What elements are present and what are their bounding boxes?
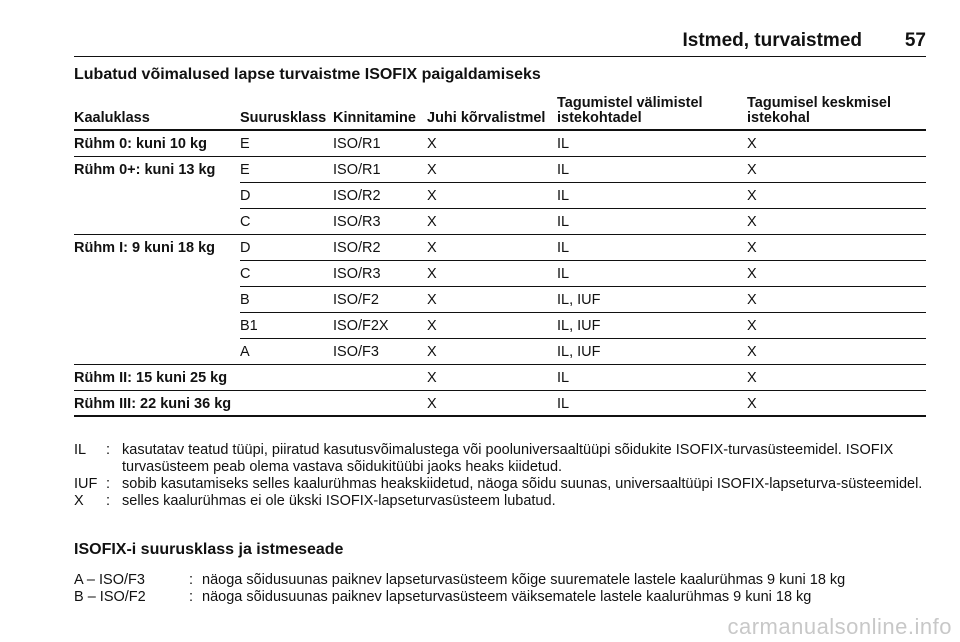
table-row — [74, 390, 926, 416]
weight-class-cell: Rühm II: 15 kuni 25 kg — [74, 364, 240, 390]
table-cell: C — [240, 208, 333, 234]
table-cell: X — [427, 156, 557, 182]
table-row — [74, 286, 926, 312]
note-text: sobib kasutamiseks selles kaalurühmas heakskiidetud, näoga sõidu suunas, universaaltüüpi ISOFIX-lapseturva-süsteemidel. — [122, 476, 923, 492]
table-cell — [240, 390, 333, 416]
table-cell: D — [240, 182, 333, 208]
table-cell: X — [427, 260, 557, 286]
note-key: IUF — [74, 476, 98, 492]
table-cell: X — [427, 234, 557, 260]
table-cell: X — [427, 182, 557, 208]
table-cell: X — [747, 208, 926, 234]
table-cell: IL — [557, 136, 570, 152]
table-cell — [240, 364, 333, 390]
size-text: näoga sõidusuunas paiknev lapseturvasüsteem väiksematele lastele kaalurühmas 9 kuni 18 kg — [202, 589, 812, 605]
weight-class-cell: Rühm 0: kuni 10 kg — [74, 136, 207, 152]
weight-class-cell: Rühm I: 9 kuni 18 kg — [74, 234, 240, 260]
weight-class-cell — [74, 338, 240, 364]
watermark: carmanualsonline.info — [727, 614, 952, 639]
table-row — [74, 156, 926, 182]
legend-notes — [74, 442, 934, 510]
table-cell: ISO/R1 — [333, 156, 427, 182]
table-cell: ISO/F3 — [333, 338, 427, 364]
table-cell: D — [240, 234, 333, 260]
weight-class-cell — [74, 260, 240, 286]
header-fixture: Kinnitamine — [333, 96, 427, 130]
table-row — [74, 260, 926, 286]
weight-class-cell — [74, 182, 240, 208]
table-row — [74, 338, 926, 364]
subsection-title: ISOFIX-i suurusklass ja istmeseade — [74, 541, 344, 558]
table-cell: X — [747, 338, 926, 364]
weight-class-cell: Rühm III: 22 kuni 36 kg — [74, 390, 240, 416]
header-title: Istmed, turvaistmed — [682, 30, 862, 51]
table-cell: ISO/R2 — [333, 234, 427, 260]
weight-class-cell — [74, 312, 240, 338]
table-cell: IL — [557, 156, 747, 182]
table-cell: X — [427, 286, 557, 312]
page-header — [74, 28, 926, 57]
table-cell: X — [747, 182, 926, 208]
section-title: Lubatud võimalused lapse turvaistme ISOFIX paigaldamiseks — [74, 66, 541, 83]
table-cell: X — [427, 208, 557, 234]
weight-class-cell — [74, 286, 240, 312]
table-cell: IL — [557, 182, 747, 208]
table-row — [74, 312, 926, 338]
table-cell: X — [747, 286, 926, 312]
table-row — [74, 130, 926, 156]
note-key: X — [74, 493, 84, 509]
table-cell: X — [747, 260, 926, 286]
table-row — [74, 364, 926, 390]
weight-class-cell: Rühm 0+: kuni 13 kg — [74, 156, 240, 182]
table-cell: X — [427, 338, 557, 364]
table-cell: B1 — [240, 312, 333, 338]
table-cell: E — [240, 136, 250, 152]
header-weight-class: Kaaluklass — [74, 96, 240, 130]
table-cell: E — [240, 156, 333, 182]
table-cell: X — [427, 136, 437, 152]
header-rear-center: Tagumisel keskmisel istekohal — [747, 96, 926, 130]
table-cell: A — [240, 338, 333, 364]
note-text: kasutatav teatud tüüpi, piiratud kasutusvõimalustega või pooluniversaaltüüpi sõidukite ISOFIX-turvasüsteemidel. ISOFIX turvasüsteem peab olema vastava sõidukitüübi jaoks heaks kiidetud. — [122, 442, 894, 475]
table-cell: ISO/F2 — [333, 286, 427, 312]
size-key: B – ISO/F2 — [74, 589, 146, 605]
table-cell: IL — [557, 390, 747, 416]
table-cell: ISO/R2 — [333, 182, 427, 208]
table-cell: IL, IUF — [557, 338, 747, 364]
table-cell: X — [747, 364, 926, 390]
table-cell: X — [747, 234, 926, 260]
table-cell — [333, 364, 427, 390]
table-cell: B — [240, 286, 333, 312]
note-il: IL : kasutatav teatud tüüpi, piiratud kasutusvõimalustega või pooluniversaaltüüpi sõidukite ISOFIX-turvasüsteemidel. ISOFIX turvasüsteem peab olema vastava sõidukitüübi jaoks heaks kiidetud. — [74, 442, 934, 476]
note-text: selles kaalurühmas ei ole ükski ISOFIX-lapseturvasüsteem lubatud. — [122, 493, 556, 509]
note-key: IL — [74, 442, 87, 458]
table-cell: X — [427, 364, 557, 390]
size-item-b: B – ISO/F2 : näoga sõidusuunas paiknev lapseturvasüsteem väiksematele lastele kaalurühmas 9 kuni 18 kg — [74, 589, 934, 606]
size-key: A – ISO/F3 — [74, 572, 145, 588]
note-iuf: IUF : sobib kasutamiseks selles kaalurühmas heakskiidetud, näoga sõidu suunas, universaaltüüpi ISOFIX-lapseturva-süsteemidel. — [74, 476, 934, 493]
isofix-table — [74, 96, 926, 417]
table-row — [74, 208, 926, 234]
table-cell: IL — [557, 364, 747, 390]
table-cell: ISO/F2X — [333, 312, 427, 338]
header-size-class: Suurusklass — [240, 96, 333, 130]
table-cell: ISO/R3 — [333, 260, 427, 286]
page-number: 57 — [904, 30, 926, 51]
table-cell: C — [240, 260, 333, 286]
table-cell: IL — [557, 208, 747, 234]
header-front-passenger: Juhi kõrvalistmel — [427, 96, 557, 130]
size-item-a: A – ISO/F3 : näoga sõidusuunas paiknev lapseturvasüsteem kõige suurematele lastele kaalurühmas 9 kuni 18 kg — [74, 572, 934, 589]
table-cell: IL — [557, 234, 747, 260]
table-body — [74, 130, 926, 416]
table-header-row — [74, 96, 926, 130]
table-cell: X — [747, 136, 757, 152]
size-text: näoga sõidusuunas paiknev lapseturvasüsteem kõige suurematele lastele kaalurühmas 9 kuni 18 kg — [202, 572, 846, 588]
table-cell: X — [747, 390, 926, 416]
table-cell: X — [747, 156, 926, 182]
table-cell: X — [427, 390, 557, 416]
weight-class-cell — [74, 208, 240, 234]
table-cell — [333, 390, 427, 416]
table-cell: X — [427, 312, 557, 338]
table-cell: IL — [557, 260, 747, 286]
table-row — [74, 234, 926, 260]
note-x: X : selles kaalurühmas ei ole ükski ISOFIX-lapseturvasüsteem lubatud. — [74, 493, 934, 510]
table-cell: IL, IUF — [557, 286, 747, 312]
table-cell: ISO/R3 — [333, 208, 427, 234]
table-cell: X — [747, 312, 926, 338]
table-cell: ISO/R1 — [333, 136, 381, 152]
header-rear-outer: Tagumistel välimistel istekohtadel — [557, 96, 747, 130]
table-row — [74, 182, 926, 208]
size-class-list — [74, 572, 934, 606]
table-cell: IL, IUF — [557, 312, 747, 338]
